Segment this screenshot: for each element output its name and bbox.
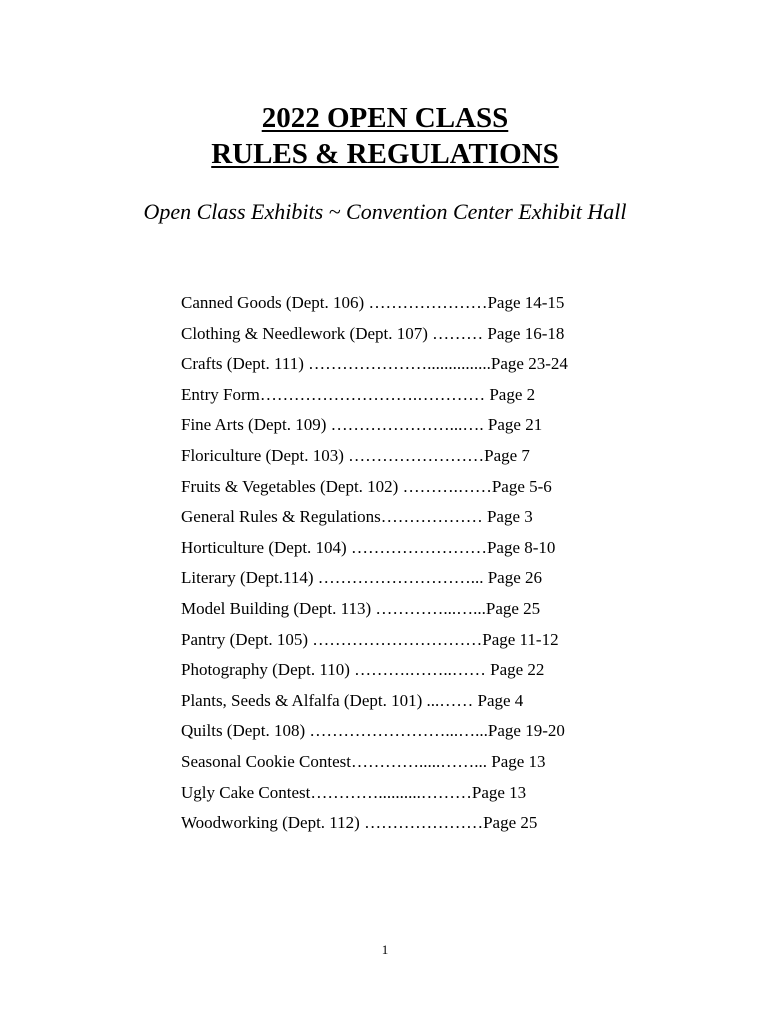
toc-entry-quilts: Quilts (Dept. 108) ……………………...…...Page 19-20 [181, 721, 565, 741]
title-line-year: 2022 OPEN CLASS [261, 102, 509, 134]
toc-entry-plants-seeds-alfalfa: Plants, Seeds & Alfalfa (Dept. 101) ...…… Page 4 [181, 690, 524, 710]
toc-entry-fine-arts: Fine Arts (Dept. 109) …………………...…. Page 21 [181, 415, 543, 435]
toc-entry-clothing-needlework: Clothing & Needlework (Dept. 107) ……… Page 16-18 [181, 323, 565, 343]
toc-entry-seasonal-cookie-contest: Seasonal Cookie Contest………….....……... Page 13 [181, 751, 546, 771]
toc-entry-floriculture: Floriculture (Dept. 103) ……………………Page 7 [181, 445, 530, 465]
toc-entry-horticulture: Horticulture (Dept. 104) ……………………Page 8-10 [181, 537, 556, 557]
document-title [0, 100, 770, 172]
toc-entry-crafts: Crafts (Dept. 111) …………………...............Page 23-24 [181, 354, 568, 374]
toc-entry-photography: Photography (Dept. 110) ……….……..…… Page 22 [181, 660, 545, 680]
toc-entry-woodworking: Woodworking (Dept. 112) …………………Page 25 [181, 813, 538, 833]
toc-entry-entry-form: Entry Form……………………….………… Page 2 [181, 384, 536, 404]
title-line-rules: RULES & REGULATIONS [211, 138, 559, 170]
table-of-contents [181, 288, 621, 839]
toc-entry-pantry: Pantry (Dept. 105) …………………………Page 11-12 [181, 629, 559, 649]
toc-entry-model-building: Model Building (Dept. 113) …………...…...Page 25 [181, 598, 541, 618]
toc-entry-literary: Literary (Dept.114) ………………………... Page 26 [181, 568, 543, 588]
document-subtitle: Open Class Exhibits ~ Convention Center Exhibit Hall [143, 199, 627, 224]
page-number: 1 [381, 942, 389, 957]
toc-entry-general-rules: General Rules & Regulations……………… Page 3 [181, 507, 533, 527]
toc-entry-ugly-cake-contest: Ugly Cake Contest…………..........………Page 13 [181, 782, 527, 802]
toc-entry-canned-goods: Canned Goods (Dept. 106) …………………Page 14-15 [181, 293, 565, 312]
toc-entry-fruits-vegetables: Fruits & Vegetables (Dept. 102) ……….……Page 5-6 [181, 476, 552, 496]
